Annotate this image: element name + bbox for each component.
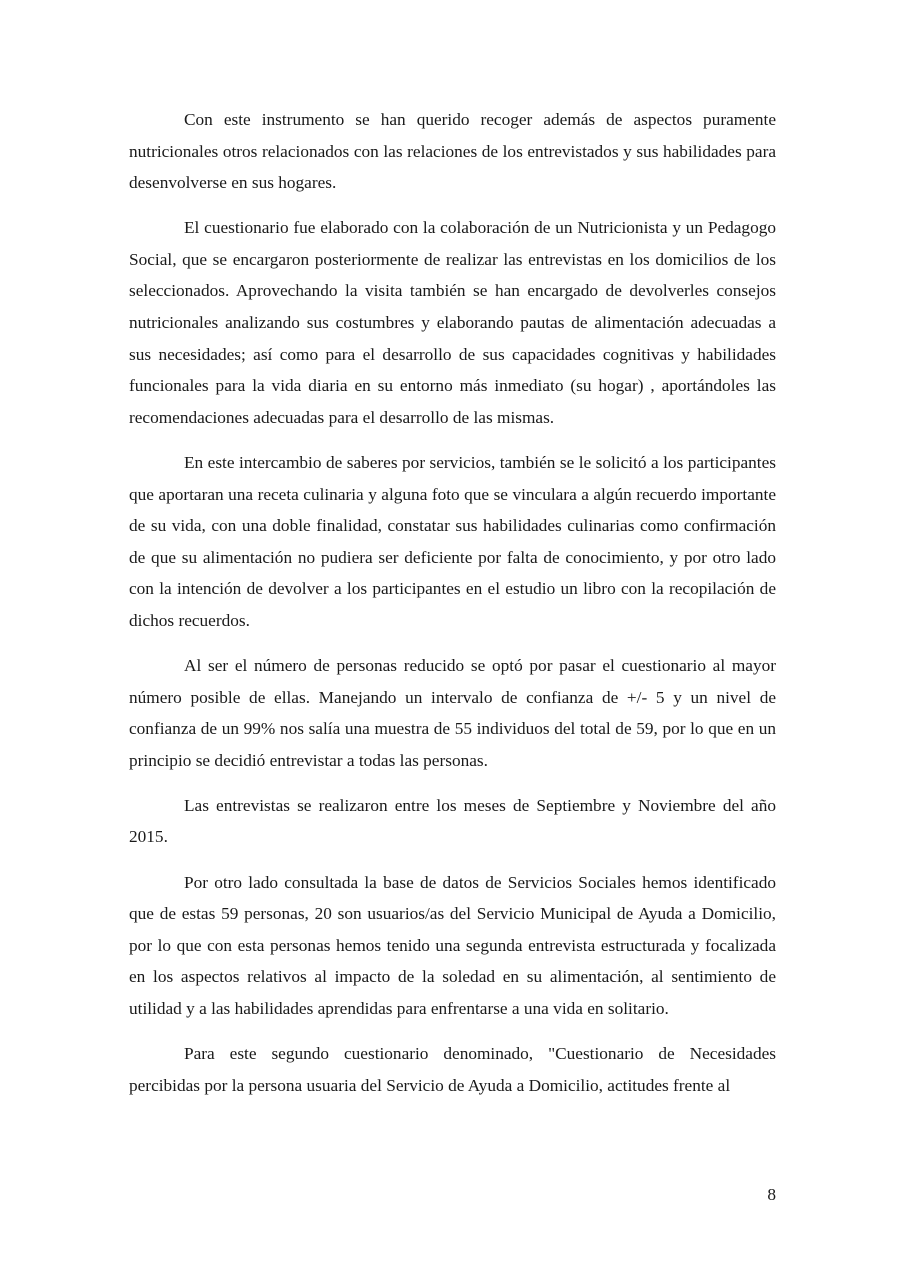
paragraph-7: Para este segundo cuestionario denominado, "Cuestionario de Necesidades percibidas por la persona usuaria del Servicio de Ayuda a Domicilio, actitudes frente al: [129, 1044, 776, 1095]
page-number: 8: [767, 1185, 776, 1204]
body-text: [129, 104, 776, 1115]
paragraph-2: El cuestionario fue elaborado con la colaboración de un Nutricionista y un Pedagogo Social, que se encargaron posteriormente de realizar las entrevistas en los domicilios de los seleccionados. Aprovechando la visita también se han encargado de devolverles consejos nutricionales analizando sus costumbres y elaborando pautas de alimentación adecuadas a sus necesidades; así como para el desarrollo de sus capacidades cognitivas y habilidades funcionales para la vida diaria en su entorno más inmediato (su hogar) , aportándoles las recomendaciones adecuadas para el desarrollo de las mismas.: [129, 218, 776, 427]
paragraph-4: Al ser el número de personas reducido se optó por pasar el cuestionario al mayor número posible de ellas. Manejando un intervalo de confianza de +/- 5 y un nivel de confianza de un 99% nos salía una muestra de 55 individuos del total de 59, por lo que en un principio se decidió entrevistar a todas las personas.: [129, 656, 776, 770]
paragraph-5: Las entrevistas se realizaron entre los meses de Septiembre y Noviembre del año 2015.: [129, 795, 776, 847]
paragraph-1: Con este instrumento se han querido recoger además de aspectos puramente nutricionales otros relacionados con las relaciones de los entrevistados y sus habilidades para desenvolverse en sus hogares.: [129, 110, 776, 193]
paragraph-3: En este intercambio de saberes por servicios, también se le solicitó a los participantes que aportaran una receta culinaria y alguna foto que se vinculara a algún recuerdo importante de su vida, con una doble finalidad, constatar sus habilidades culinarias como confirmación de que su alimentación no pudiera ser deficiente por falta de conocimiento, y por otro lado con la intención de devolver a los participantes en el estudio un libro con la recopilación de dichos recuerdos.: [129, 452, 776, 630]
paragraph-6: Por otro lado consultada la base de datos de Servicios Sociales hemos identificado que de estas 59 personas, 20 son usuarios/as del Servicio Municipal de Ayuda a Domicilio, por lo que con esta personas hemos tenido una segunda entrevista estructurada y focalizada en los aspectos relativos al impacto de la soledad en su alimentación, al sentimiento de utilidad y a las habilidades aprendidas para enfrentarse a una vida en solitario.: [129, 872, 776, 1018]
